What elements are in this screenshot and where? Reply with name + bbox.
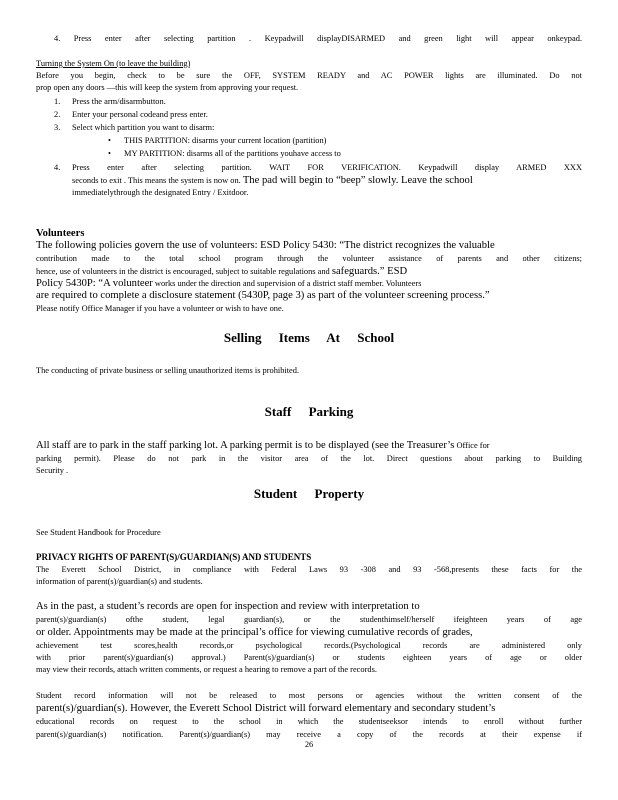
step-number: 2. xyxy=(54,110,61,119)
arm-step-4-line-2-a: seconds to exit . This means the system is now on. xyxy=(72,176,241,185)
staff-parking-line-2: parking permit). Please do not park in the visitor area of the lot. Direct questions about parking to Building xyxy=(36,454,582,463)
student-property-text: See Student Handbook for Procedure xyxy=(36,528,161,537)
bullet-text: THIS PARTITION: disarms your current location (partition) xyxy=(124,136,327,145)
selling-text: The conducting of private business or selling unauthorized items is prohibited. xyxy=(36,366,300,375)
volunteers-line-2: contribution made to the total school program through the volunteer assistance of parents and other citizens; xyxy=(36,254,582,263)
arm-step-1 xyxy=(54,97,582,107)
privacy-p3-line-3: educational records on request to the school in which the studentseeksor intends to enroll without further xyxy=(36,717,582,726)
privacy-p2-line-2: parent(s)/guardian(s) ofthe student, legal guardian(s), or the studenthimself/herself ifeighteen years of age xyxy=(36,615,582,624)
volunteers-line-6: Please notify Office Manager if you have a volunteer or wish to have one. xyxy=(36,304,284,313)
staff-parking-line-1 xyxy=(36,440,490,452)
privacy-line-1: The Everett School District, in compliance with Federal Laws 93 -308 and 93 -568,presents these facts for the xyxy=(36,565,582,574)
privacy-p3-line-2: parent(s)/guardian(s). However, the Everett School District will forward elementary and secondary student’s xyxy=(36,703,496,714)
page-number: 26 xyxy=(304,740,314,749)
volunteers-line-1: The following policies govern the use of volunteers: ESD Policy 5430: “The district recognizes the valuable xyxy=(36,240,495,251)
arm-step-4-line-3: immediatelythrough the designated Entry / Exitdoor. xyxy=(72,188,249,197)
volunteers-line-3 xyxy=(36,266,407,278)
turning-on-heading: Turning the System On (to leave the building) xyxy=(36,59,191,68)
privacy-p3-line-4: parent(s)/guardian(s) notification. Parent(s)/guardian(s) may receive a copy of the records at their expense if xyxy=(36,730,582,739)
arm-step-4-line-2 xyxy=(72,175,473,187)
privacy-p2-line-6: may view their records, attach written comments, or request a hearing to remove a part of the records. xyxy=(36,665,377,674)
arm-step-4-line-1: Press enter after selecting partition. WAIT FOR VERIFICATION. Keypadwill display ARMED XXX xyxy=(72,163,582,172)
bullet-icon: • xyxy=(108,136,111,145)
privacy-p2-line-4: achievement test scores,health records,or psychological records.(Psychological records are administered only xyxy=(36,641,582,650)
volunteers-line-3-a: hence, use of volunteers in the district is encouraged, subject to suitable regulations and xyxy=(36,267,330,276)
bullet-icon: • xyxy=(108,149,111,158)
partition-option-this xyxy=(108,136,528,146)
privacy-p3-line-1: Student record information will not be released to most persons or agencies without the written consent of the xyxy=(36,691,582,700)
privacy-p2-line-3: or older. Appointments may be made at the principal’s office for viewing cumulative records of grades, xyxy=(36,627,473,638)
staff-parking-line-1-a: All staff are to park in the staff parking lot. A parking permit is to be displayed (see the Treasurer’s xyxy=(36,440,455,451)
partition-option-my xyxy=(108,149,528,159)
privacy-p2-line-5: with prior parent(s)/guardian(s) approval.) Parent(s)/guardian(s) or students eighteen years of age or older xyxy=(36,653,582,662)
student-property-heading: Student Property xyxy=(253,486,365,501)
disarm-step-4: 4. Press enter after selecting partition . Keypadwill displayDISARMED and green light will appear onkeypad. xyxy=(54,34,582,43)
privacy-line-2: information of parent(s)/guardian(s) and students. xyxy=(36,577,203,586)
staff-parking-heading: Staff Parking xyxy=(264,404,354,419)
arm-step-2 xyxy=(54,110,582,120)
step-text: Press the arm/disarmbutton. xyxy=(72,97,166,106)
volunteers-line-4-a: Policy 5430P: “A volunteer xyxy=(36,278,153,289)
step-text: Select which partition you want to disarm: xyxy=(72,123,215,132)
staff-parking-line-1-b: Office for xyxy=(456,441,490,450)
staff-parking-line-3: Security . xyxy=(36,466,69,475)
volunteers-line-4 xyxy=(36,278,421,290)
privacy-heading: PRIVACY RIGHTS OF PARENT(S)/GUARDIAN(S) AND STUDENTS xyxy=(36,552,312,562)
bullet-text: MY PARTITION: disarms all of the partitions youhave access to xyxy=(124,149,341,158)
turning-on-intro-line-1: Before you begin, check to be sure the OFF, SYSTEM READY and AC POWER lights are illuminated. Do not xyxy=(36,71,582,80)
turning-on-intro-line-2: prop open any doors —this will keep the system from approving your request. xyxy=(36,83,299,92)
privacy-p2-line-1: As in the past, a student’s records are open for inspection and review with interpretation to xyxy=(36,601,420,612)
arm-step-3 xyxy=(54,123,582,133)
volunteers-line-5: are required to complete a disclosure statement (5430P, page 3) as part of the volunteer screening process.” xyxy=(36,290,490,301)
arm-step-4-number: 4. xyxy=(54,163,61,172)
selling-heading: Selling Items At School xyxy=(223,330,395,345)
arm-step-4-line-2-b: The pad will begin to “beep” slowly. Leave the school xyxy=(242,175,473,186)
volunteers-line-3-b: safeguards.” ESD xyxy=(331,266,408,277)
step-number: 3. xyxy=(54,123,61,132)
step-number: 1. xyxy=(54,97,61,106)
step-text: Enter your personal codeand press enter. xyxy=(72,110,208,119)
volunteers-heading: Volunteers xyxy=(36,228,85,239)
volunteers-line-4-b: works under the direction and supervision of a district staff member. Volunteers xyxy=(154,279,422,288)
